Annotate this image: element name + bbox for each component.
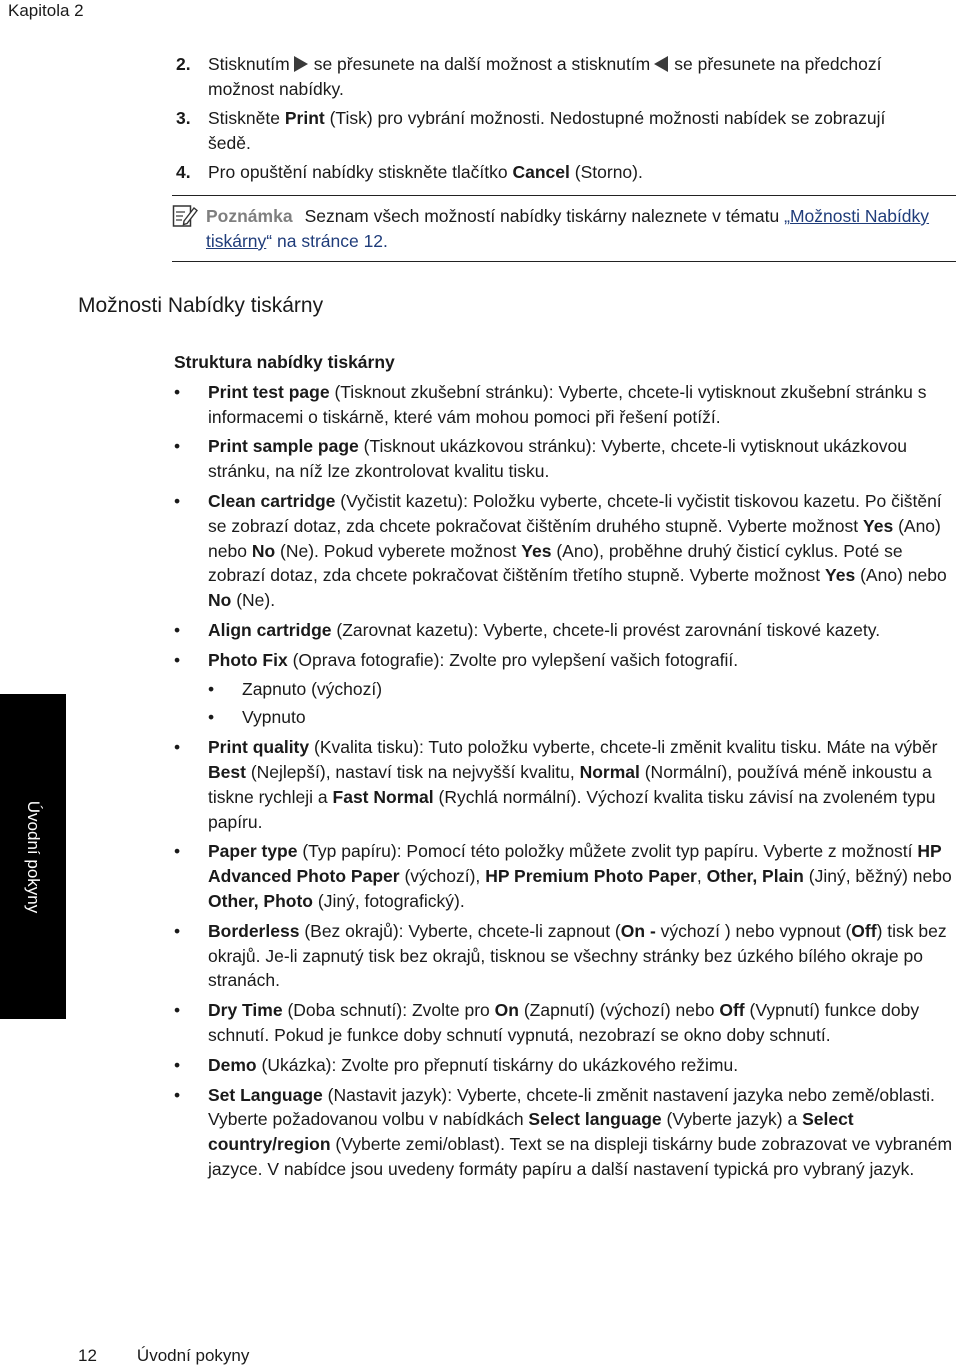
arrow-left-icon <box>654 56 668 72</box>
list-item <box>174 648 958 730</box>
option-desc: (Normální), používá méně inkoustu a tiskne rychleji a <box>208 761 932 807</box>
option-desc: (Oprava fotografie): Zvolte pro vylepšení vašich fotografií. <box>292 649 739 670</box>
value-off: Off <box>851 920 877 941</box>
option-desc: (Ano) nebo <box>860 565 947 586</box>
value-best: Best <box>208 761 246 782</box>
value-paper: Other, Plain <box>706 866 804 887</box>
footer <box>78 1345 249 1367</box>
step-number: 4. <box>176 162 191 182</box>
note-body: Seznam všech možností nabídky tiskárny naleznete v tématu <box>304 206 780 226</box>
quote-close: “ <box>266 231 273 251</box>
option-desc: (Zarovnat kazetu): Vyberte, chcete-li provést zarovnání tiskové kazety. <box>336 619 881 640</box>
value-yes: Yes <box>521 540 552 561</box>
option-name: Paper type <box>208 841 298 862</box>
option-desc: (Nastavit jazyk): Vyberte, chcete-li změnit nastavení jazyka nebo země/oblasti. Vyberte požadovanou volbu v nabídkách <box>208 1084 935 1130</box>
value-paper: HP Advanced Photo Paper <box>208 841 942 887</box>
option-desc: (Rychlá normální). Výchozí kvalita tisku závisí na zvoleném typu papíru. <box>208 786 936 832</box>
list-item <box>174 434 958 484</box>
value-paper: HP Premium Photo Paper <box>485 866 697 887</box>
option-name: Clean cartridge <box>208 490 336 511</box>
button-name: Print <box>284 108 325 128</box>
step-text: se přesunete na předchozí možnost nabídky. <box>208 54 882 99</box>
option-desc: (Ne). <box>236 590 276 611</box>
step-text: Stisknutím <box>208 54 290 74</box>
sub-list <box>208 677 958 731</box>
value-on: On <box>494 1000 519 1021</box>
option-desc: (Doba schnutí): Zvolte pro <box>287 1000 490 1021</box>
option-desc: (Ne). Pokud vyberete možnost <box>280 540 517 561</box>
option-desc: (Jiný, fotografický). <box>317 890 465 911</box>
option-desc: (Tisknout zkušební stránku): Vyberte, chcete-li vytisknout zkušební stránku s informacemi o tiskárně, které vám mohou pomoci při řešení potíží. <box>208 381 927 427</box>
side-tab-label: Úvodní pokyny <box>24 800 43 913</box>
step-text: se přesunete na další možnost a stisknutím <box>313 54 651 74</box>
note-box <box>172 195 956 262</box>
list-item <box>174 998 958 1048</box>
option-desc: (Vypnutí) funkce doby schnutí. Pokud je funkce doby schnutí vypnutá, nezobrazí se okno doby schnutí. <box>208 1000 920 1045</box>
menu-name: Select language <box>528 1109 662 1130</box>
option-desc: ) tisk bez okrajů. Je-li zapnutý tisk bez okrajů, tisknou se všechny stránky bez úzkého bílého okraje po stranách. <box>208 920 947 991</box>
option-desc: (Ukázka): Zvolte pro přepnutí tiskárny do ukázkového režimu. <box>261 1054 739 1075</box>
page-number: 12 <box>78 1346 97 1365</box>
option-desc: (Zapnutí) (výchozí) nebo <box>523 1000 715 1021</box>
option-desc: (Tisknout ukázkovou stránku): Vyberte, chcete-li vytisknout ukázkovou stránku, na níž lze zkontrolovat kvalitu tisku. <box>208 436 908 482</box>
option-name: Dry Time <box>208 1000 283 1021</box>
option-desc: (Jiný, běžný) nebo <box>808 866 952 887</box>
option-name: Print test page <box>208 381 330 402</box>
option-name: Set Language <box>208 1084 323 1105</box>
option-name: Borderless <box>208 920 300 941</box>
section-title: Možnosti Nabídky tiskárny <box>78 294 324 317</box>
note-text <box>206 204 956 254</box>
list-item <box>174 380 958 430</box>
arrow-right-icon <box>294 56 308 72</box>
step-number: 3. <box>176 108 191 128</box>
list-item <box>174 1083 958 1182</box>
main-content <box>174 350 958 1187</box>
option-desc: (Bez okrajů): Vyberte, chcete-li zapnout ( <box>304 920 621 941</box>
option-desc: (Vyčistit kazetu): Položku vyberte, chcete-li vyčistit tiskovou kazetu. Po čištění se zobrazí dotaz, zda chcete pokračovat čištěním druhého stupně. Vyberte možnost <box>208 490 942 536</box>
dash: - <box>649 920 656 941</box>
sub-list-item: • Vypnuto <box>208 705 958 730</box>
option-name: Print sample page <box>208 436 359 457</box>
option-desc: (Kvalita tisku): Tuto položku vyberte, chcete-li změnit kvalitu tisku. Máte na výběr <box>314 737 938 758</box>
note-pencil-icon <box>172 204 198 228</box>
list-item <box>174 735 958 834</box>
value-on: On <box>620 920 646 941</box>
step-number: 2. <box>176 54 191 74</box>
option-desc: (Vyberte zemi/oblast). Text se na displeji tiskárny bude zobrazovat ve vybraném jazyce. V nabídce jsou uvedeny formáty papíru a další nastavení typická pro vybraný jazyk. <box>208 1134 953 1179</box>
side-tab <box>0 694 66 1019</box>
step-4 <box>176 160 916 185</box>
option-desc: (Typ papíru): Pomocí této položky můžete zvolit typ papíru. Vyberte z možností <box>302 841 913 862</box>
sub-list-item: • Zapnuto (výchozí) <box>208 677 958 702</box>
note-label: Poznámka <box>206 206 293 226</box>
subheading: Struktura nabídky tiskárny <box>174 352 395 372</box>
list-item <box>174 618 958 643</box>
option-name: Photo Fix <box>208 649 288 670</box>
option-desc: (Vyberte jazyk) a <box>666 1109 798 1130</box>
step-3 <box>176 106 916 156</box>
option-desc: (Nejlepší), nastaví tisk na nejvyšší kvalitu, <box>250 761 575 782</box>
value-paper: Other, Photo <box>208 890 313 911</box>
value-no: No <box>251 540 276 561</box>
value-yes: Yes <box>863 515 894 536</box>
footer-section: Úvodní pokyny <box>136 1346 250 1365</box>
value-no: No <box>208 590 232 611</box>
option-name: Demo <box>208 1054 257 1075</box>
note-page-ref: na stránce 12. <box>277 231 388 251</box>
option-desc: (Ano), proběhne druhý čisticí cyklus. Poté se zobrazí dotaz, zda chcete pokračovat čištěním třetího stupně. Vyberte možnost <box>208 540 903 586</box>
list-item <box>174 489 958 613</box>
value-yes: Yes <box>825 565 856 586</box>
step-2 <box>176 52 916 102</box>
list-item <box>174 919 958 993</box>
list-item <box>174 839 958 913</box>
option-desc: výchozí ) nebo vypnout ( <box>660 920 852 941</box>
list-item <box>174 1053 958 1078</box>
value-fast-normal: Fast Normal <box>332 786 434 807</box>
note-link[interactable]: Možnosti Nabídky tiskárny <box>206 206 930 251</box>
value-off: Off <box>719 1000 745 1021</box>
options-list <box>174 380 958 1182</box>
button-name: Cancel <box>512 162 570 182</box>
step-text: (Tisk) pro vybrání možnosti. Nedostupné možnosti nabídek se zobrazují šedě. <box>208 108 886 153</box>
value-normal: Normal <box>579 761 640 782</box>
option-desc: (Ano) nebo <box>208 515 941 561</box>
step-text: (Storno). <box>574 162 643 182</box>
option-desc: (výchozí), <box>404 866 481 887</box>
steps-list <box>176 52 916 189</box>
quote-open: „ <box>784 206 790 226</box>
option-name: Print quality <box>208 737 310 758</box>
step-text: Stiskněte <box>208 108 280 128</box>
step-text: Pro opuštění nabídky stiskněte tlačítko <box>208 162 508 182</box>
option-desc: , <box>696 866 702 887</box>
option-name: Align cartridge <box>208 619 332 640</box>
menu-name: Select country/region <box>208 1109 854 1155</box>
chapter-header: Kapitola 2 <box>8 1 84 20</box>
